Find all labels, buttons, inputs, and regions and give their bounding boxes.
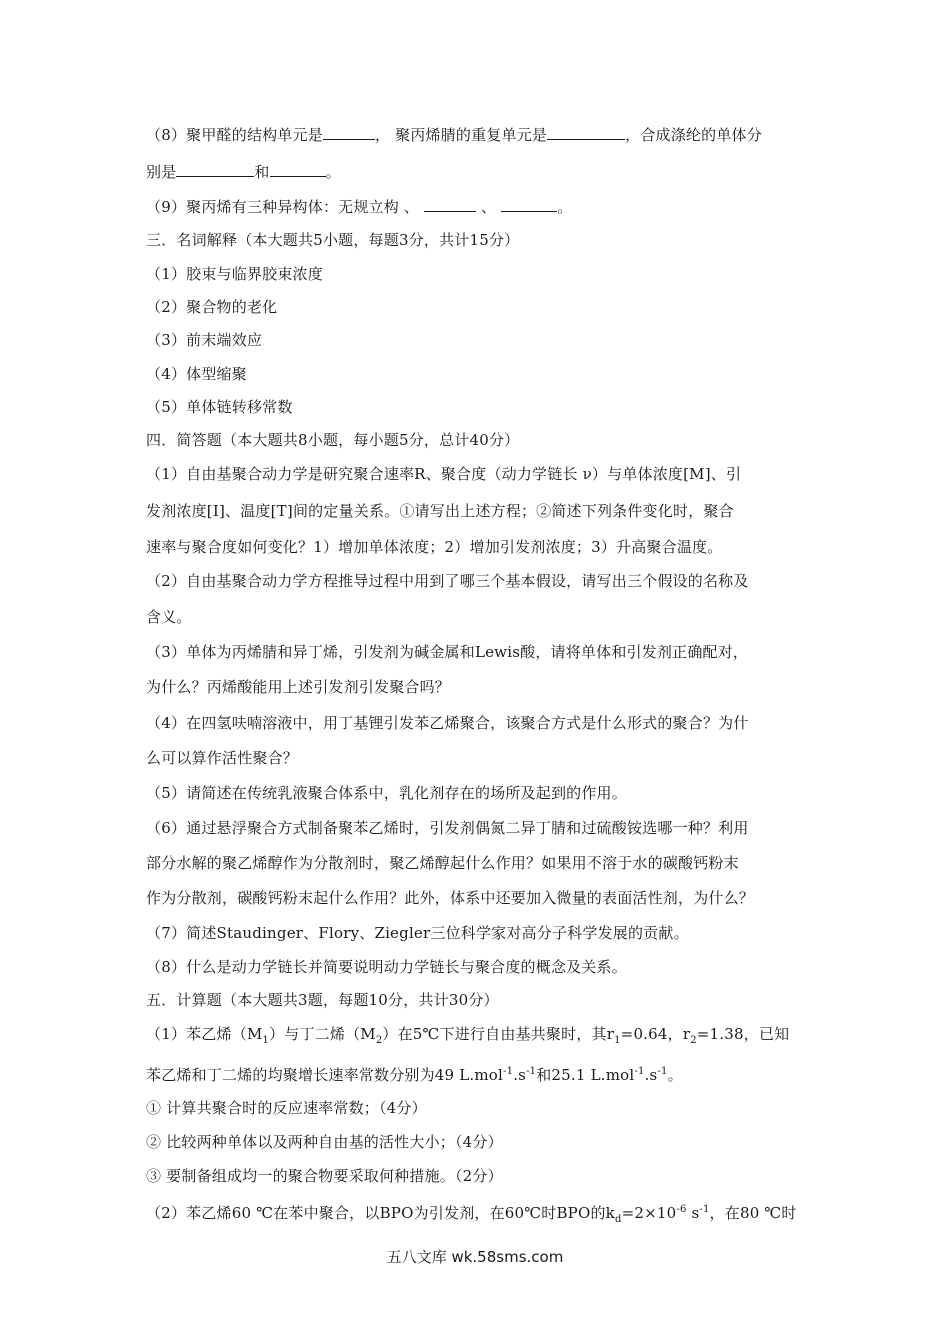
sec4-line: （8）什么是动力学链长并简要说明动力学链长与聚合度的概念及关系。 (146, 958, 627, 976)
sec4-line: 速率与聚合度如何变化？1）增加单体浓度；2）增加引发剂浓度；3）升高聚合温度。 (146, 538, 723, 556)
q9-text: （9）聚丙烯有三种异构体：无规立构 、 (146, 198, 420, 216)
subscript: 1 (262, 1035, 270, 1046)
q8-text: ， 聚丙烯腈的重复单元是 (374, 126, 548, 144)
text: .s (513, 1066, 527, 1084)
text: （1）苯乙烯（M (146, 1025, 263, 1043)
superscript: -1 (634, 1066, 645, 1077)
text: ，在80 ℃时 (709, 1204, 797, 1222)
subscript: 1 (614, 1035, 621, 1046)
superscript: -1 (657, 1066, 668, 1077)
q9-line (146, 196, 811, 218)
subscript: 2 (690, 1035, 697, 1046)
q8-line-1 (146, 124, 811, 146)
sec3-item: （5）单体链转移常数 (146, 398, 293, 416)
sec3-item: （1）胶束与临界胶束浓度 (146, 265, 323, 283)
answer-blank (501, 197, 557, 212)
sec3-item: （3）前末端效应 (146, 331, 263, 349)
sec5-item: ② 比较两种单体以及两种自由基的活性大小；（4分） (146, 1133, 503, 1151)
sec4-line: （4）在四氢呋喃溶液中，用丁基锂引发苯乙烯聚合，该聚合方式是什么形式的聚合？为什 (146, 714, 749, 732)
q8-line-2 (146, 161, 811, 183)
sec3-item: （4）体型缩聚 (146, 365, 247, 383)
text: （2）苯乙烯60 ℃在苯中聚合，以BPO为引发剂，在60℃时BPO的k (146, 1204, 615, 1222)
section-4-title: 四．简答题（本大题共8小题，每小题5分，总计40分） (146, 431, 520, 449)
sec5-item: ③ 要制备组成均一的聚合物要采取何种措施。（2分） (146, 1167, 503, 1185)
text: ）在5℃下进行自由基共聚时，其r (382, 1025, 615, 1043)
section-5-title: 五．计算题（本大题共3题，每题10分，共计30分） (146, 991, 499, 1009)
superscript: -6 (676, 1204, 687, 1215)
answer-blank (424, 197, 476, 212)
sec4-line: （2）自由基聚合动力学方程推导过程中用到了哪三个基本假设，请写出三个假设的名称及 (146, 572, 749, 590)
sec4-line: （3）单体为丙烯腈和异丁烯，引发剂为碱金属和Lewis酸，请将单体和引发剂正确配对， (146, 643, 749, 661)
q9-text: 、 (476, 198, 497, 216)
sec4-line: 为什么？丙烯酸能用上述引发剂引发聚合吗？ (146, 678, 451, 696)
sec4-line: （5）请简述在传统乳液聚合体系中，乳化剂存在的场所及起到的作用。 (146, 784, 627, 802)
sec4-line: 发剂浓度[I]、温度[T]间的定量关系。①请写出上述方程；②简述下列条件变化时，聚合 (146, 502, 734, 520)
q8-text: 别是 (146, 163, 177, 181)
section-3-title: 三．名词解释（本大题共5小题，每题3分，共计15分） (146, 231, 520, 249)
text: s (686, 1204, 700, 1222)
sec4-line: 么可以算作活性聚合？ (146, 749, 299, 767)
text: =0.64，r (620, 1025, 691, 1043)
sec4-line: （1）自由基聚合动力学是研究聚合速率R、聚合度（动力学链长 ν）与单体浓度[M]、引 (146, 465, 742, 483)
q8-text: 和 (254, 163, 270, 181)
text: .s (644, 1066, 658, 1084)
q9-text: 。 (557, 198, 573, 216)
sec5-q2-line (146, 1199, 811, 1231)
answer-blank (323, 125, 375, 140)
text: =2×10 (621, 1204, 677, 1222)
sec5-item: ① 计算共聚合时的反应速率常数；（4分） (146, 1099, 427, 1117)
answer-blank (270, 162, 326, 177)
text: =1.38，已知 (696, 1025, 790, 1043)
superscript: -1 (699, 1204, 710, 1215)
sec4-line: 含义。 (146, 608, 192, 626)
subscript: d (614, 1214, 622, 1225)
sec5-q1-line-1 (146, 1023, 811, 1052)
footer-watermark: 五八文库 wk.58sms.com (386, 1248, 564, 1266)
text: 和25.1 L.mol (536, 1066, 635, 1084)
text: ）与丁二烯（M (269, 1025, 376, 1043)
sec3-item: （2）聚合物的老化 (146, 298, 278, 316)
sec4-line: 作为分散剂，碳酸钙粉末起什么作用？此外，体系中还要加入微量的表面活性剂，为什么？ (146, 889, 755, 907)
text: 。 (667, 1066, 683, 1084)
sec4-line: 部分水解的聚乙烯醇作为分散剂时，聚乙烯醇起什么作用？如果用不溶于水的碳酸钙粉末 (146, 854, 739, 872)
superscript: -1 (526, 1066, 537, 1077)
sec4-line: （6）通过悬浮聚合方式制备聚苯乙烯时，引发剂偶氮二异丁腈和过硫酸铵选哪一种？利用 (146, 819, 749, 837)
q8-text: 。 (325, 163, 341, 181)
text: 苯乙烯和丁二烯的均聚增长速率常数分别为49 L.mol (146, 1066, 504, 1084)
answer-blank (547, 125, 625, 140)
q8-text: ，合成涤纶的单体分 (625, 126, 762, 144)
superscript: -1 (503, 1066, 514, 1077)
answer-blank (176, 162, 254, 177)
sec5-q1-line-2 (146, 1061, 811, 1086)
subscript: 2 (375, 1035, 383, 1046)
sec4-line: （7）简述Staudinger、Flory、Ziegler三位科学家对高分子科学发展的贡献。 (146, 924, 689, 942)
q8-text: （8）聚甲醛的结构单元是 (146, 126, 323, 144)
